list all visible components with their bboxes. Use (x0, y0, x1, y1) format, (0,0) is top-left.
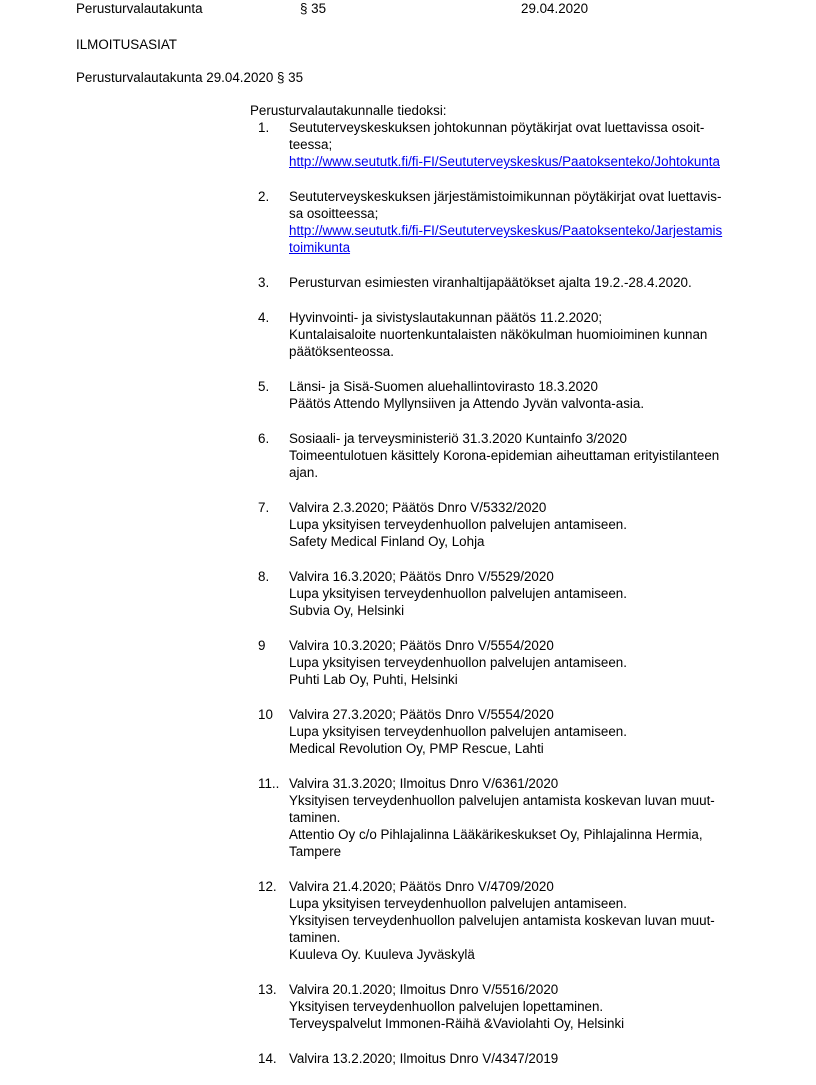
header-board: Perusturvalautakunta (76, 1, 203, 16)
item-text-line: taminen. (289, 930, 341, 945)
item-text-line: Perusturvan esimiesten viranhaltijapäätökset ajalta 19.2.-28.4.2020. (289, 275, 692, 290)
item-text-line: Tampere (289, 844, 342, 859)
item-number: 14. (258, 1051, 277, 1066)
item-number: 2. (258, 189, 270, 204)
item-text-line: sa osoitteessa; (289, 206, 379, 221)
item-number: 3. (258, 275, 270, 290)
item-text-line: Terveyspalvelut Immonen-Räihä &Vaviolahti Oy, Helsinki (289, 1016, 625, 1031)
item-text-line: Hyvinvointi- ja sivistyslautakunnan päätös 11.2.2020; (289, 310, 603, 325)
item-text-line: Subvia Oy, Helsinki (289, 603, 405, 618)
list-item (250, 274, 790, 291)
item-text-line: Kuuleva Oy. Kuuleva Jyväskylä (289, 947, 475, 962)
item-text-line: Valvira 31.3.2020; Ilmoitus Dnro V/6361/2020 (289, 776, 559, 791)
item-text-line: Yksityisen terveydenhuollon palvelujen antamista koskevan luvan muut- (289, 913, 715, 928)
list-item (250, 981, 790, 1032)
item-text-line: Yksityisen terveydenhuollon palvelujen antamista koskevan luvan muut- (289, 793, 715, 808)
item-number: 4. (258, 310, 270, 325)
item-text-line: Lupa yksityisen terveydenhuollon palvelujen antamiseen. (289, 724, 627, 739)
item-text-line: päätöksenteossa. (289, 344, 394, 359)
list-item (250, 430, 790, 481)
list-item (250, 568, 790, 619)
list-item (250, 188, 790, 256)
item-link[interactable]: http://www.seututk.fi/fi-FI/Seututerveyskeskus/Paatoksenteko/Johtokunta (289, 154, 720, 169)
list-item (250, 119, 790, 170)
item-text-line: Lupa yksityisen terveydenhuollon palvelujen antamiseen. (289, 655, 627, 670)
list-item (250, 637, 790, 688)
item-number: 8. (258, 569, 270, 584)
item-text-line: Valvira 16.3.2020; Päätös Dnro V/5529/2020 (289, 569, 554, 584)
list-item (250, 309, 790, 360)
item-text-line: Kuntalaisaloite nuortenkuntalaisten näkökulman huomioiminen kunnan (289, 327, 708, 342)
item-text-line: taminen. (289, 810, 341, 825)
item-number: 9 (258, 638, 266, 653)
item-number: 10 (258, 707, 273, 722)
item-text-line: Yksityisen terveydenhuollon palvelujen lopettaminen. (289, 999, 604, 1014)
item-text-line: Lupa yksityisen terveydenhuollon palvelujen antamiseen. (289, 517, 627, 532)
item-text-line: Valvira 20.1.2020; Ilmoitus Dnro V/5516/2020 (289, 982, 559, 997)
item-link[interactable]: http://www.seututk.fi/fi-FI/Seututerveyskeskus/Paatoksenteko/Jarjestamis (289, 223, 723, 238)
item-text-line: Lupa yksityisen terveydenhuollon palvelujen antamiseen. (289, 586, 627, 601)
item-number: 5. (258, 379, 270, 394)
item-text-line: Seututerveyskeskuksen järjestämistoimikunnan pöytäkirjat ovat luettavis- (289, 189, 722, 204)
item-text-line: Valvira 2.3.2020; Päätös Dnro V/5332/2020 (289, 500, 547, 515)
item-number: 11.. (258, 776, 280, 791)
item-number: 6. (258, 431, 270, 446)
item-number: 13. (258, 982, 277, 997)
item-text-line: Seututerveyskeskuksen johtokunnan pöytäkirjat ovat luettavissa osoit- (289, 120, 705, 135)
item-text-line: Länsi- ja Sisä-Suomen aluehallintovirasto 18.3.2020 (289, 379, 598, 394)
item-text-line: Safety Medical Finland Oy, Lohja (289, 534, 485, 549)
item-text-line: ajan. (289, 465, 319, 480)
list-item (250, 1050, 790, 1067)
item-number: 7. (258, 500, 270, 515)
item-number: 12. (258, 879, 277, 894)
item-text-line: Valvira 13.2.2020; Ilmoitus Dnro V/4347/2019 (289, 1051, 559, 1066)
item-text-line: Attentio Oy c/o Pihlajalinna Lääkärikeskukset Oy, Pihlajalinna Hermia, (289, 827, 703, 842)
meeting-reference: Perusturvalautakunta 29.04.2020 § 35 (76, 70, 304, 85)
header-section: § 35 (300, 1, 327, 16)
list-item (250, 378, 790, 412)
page-title: ILMOITUSASIAT (76, 37, 177, 52)
item-text-line: Lupa yksityisen terveydenhuollon palvelujen antamiseen. (289, 896, 627, 911)
item-text-line: Valvira 27.3.2020; Päätös Dnro V/5554/2020 (289, 707, 554, 722)
item-text-line: Toimeentulotuen käsittely Korona-epidemian aiheuttaman erityistilanteen (289, 448, 720, 463)
item-text-line: teessa; (289, 137, 333, 152)
notice-list (250, 119, 790, 1085)
item-text-line: Valvira 21.4.2020; Päätös Dnro V/4709/2020 (289, 879, 554, 894)
item-text-line: Sosiaali- ja terveysministeriö 31.3.2020 Kuntainfo 3/2020 (289, 431, 627, 446)
item-text-line: Medical Revolution Oy, PMP Rescue, Lahti (289, 741, 544, 756)
list-item (250, 775, 790, 860)
item-link[interactable]: toimikunta (289, 240, 351, 255)
header-date: 29.04.2020 (521, 1, 589, 16)
list-item (250, 706, 790, 757)
item-number: 1. (258, 120, 270, 135)
item-text-line: Päätös Attendo Myllynsiiven ja Attendo Jyvän valvonta-asia. (289, 396, 645, 411)
item-text-line: Valvira 10.3.2020; Päätös Dnro V/5554/2020 (289, 638, 554, 653)
list-item (250, 499, 790, 550)
list-intro: Perusturvalautakunnalle tiedoksi: (250, 103, 447, 118)
item-text-line: Puhti Lab Oy, Puhti, Helsinki (289, 672, 458, 687)
list-item (250, 878, 790, 963)
